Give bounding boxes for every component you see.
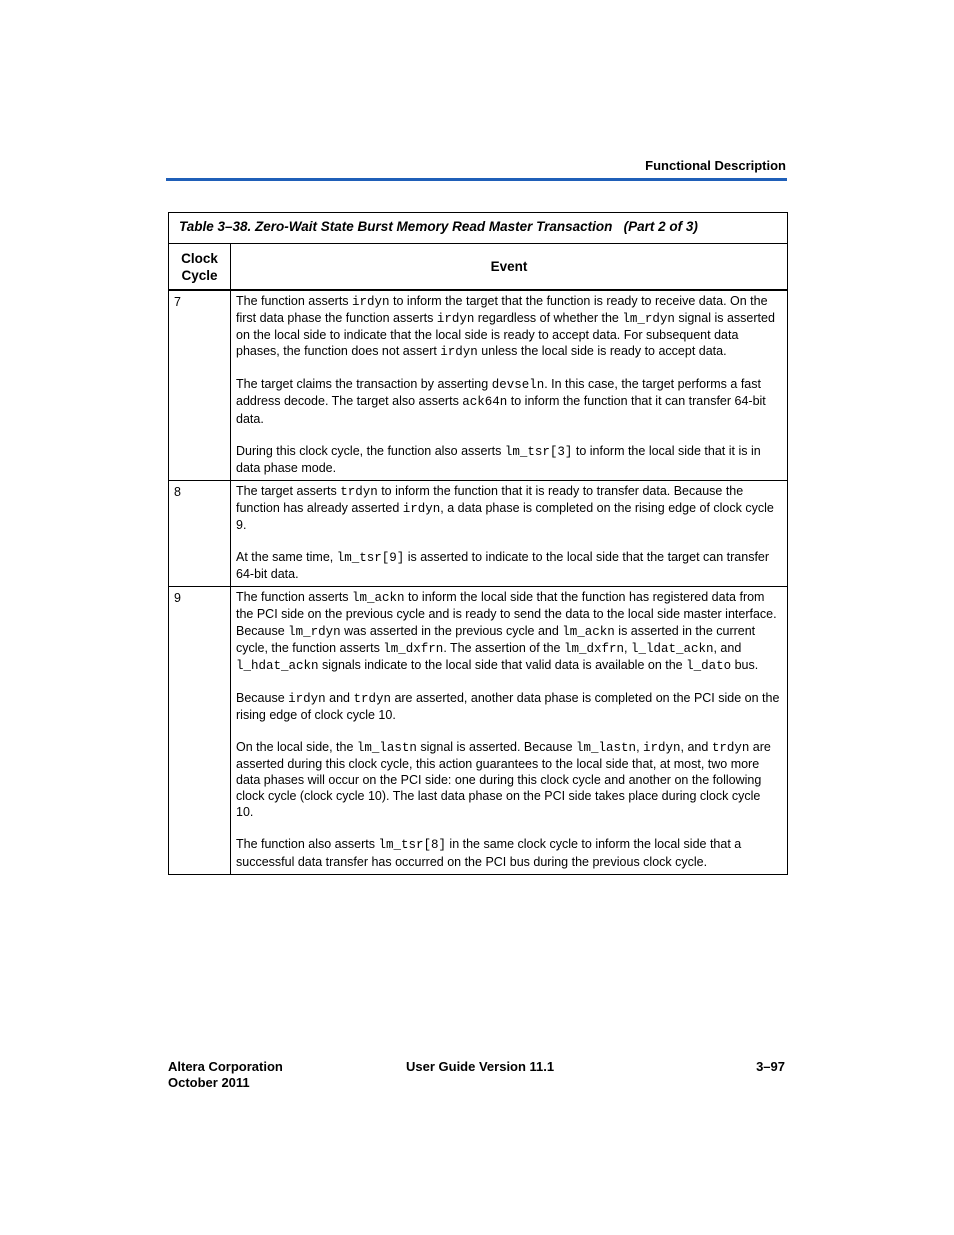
footer-page-number: 3–97 [756, 1059, 785, 1074]
table-header-row [169, 244, 787, 291]
table-caption: Table 3–38. Zero-Wait State Burst Memory Read Master Transaction (Part 2 of 3) [169, 213, 787, 244]
text-run: are asserted during this clock cycle, this action guarantees to the local side that, at most, two more data phases will occur on the PCI side: one during this clock cycle and another on the following clock cycle (clock cycle 10). The last data phase on the PCI side takes place during clock cycle 10. [236, 739, 771, 820]
clock-cycle-cell: 7 [169, 291, 231, 480]
signal-name: trdyn [711, 740, 750, 755]
text-run: The target asserts [236, 483, 341, 498]
text-run: to inform the local side that the function has registered data from the PCI side on the previous cycle and is ready to send the data to the local side master interface. Because [236, 590, 777, 638]
event-paragraph [236, 483, 781, 533]
table-row [169, 586, 787, 873]
event-paragraph [236, 836, 781, 869]
text-run: , and [680, 739, 712, 754]
text-run: are asserted, another data phase is completed on the PCI side on the rising edge of clock cycle 10. [236, 690, 780, 722]
signal-name: irdyn [436, 312, 475, 327]
signal-name: l_dato [686, 658, 732, 673]
text-run: During this clock cycle, the function also asserts [236, 443, 505, 458]
text-run: bus. [731, 657, 759, 672]
signal-name: lm_lastn [576, 740, 637, 755]
text-run: The function asserts [236, 590, 353, 605]
column-header-event: Event [490, 259, 528, 274]
text-run: , a data phase is completed on the rising edge of clock cycle 9. [236, 500, 774, 533]
signal-name: lm_rdyn [288, 624, 341, 639]
text-run: At the same time, [236, 550, 337, 565]
text-run: On the local side, the [236, 739, 357, 754]
footer-company: Altera Corporation [168, 1059, 283, 1074]
text-run: signals indicate to the local side that valid data is available on the [318, 657, 687, 672]
signal-name: lm_tsr[8] [378, 838, 446, 853]
signal-name: irdyn [352, 295, 390, 309]
signal-name: lm_rdyn [622, 312, 675, 327]
event-paragraph [236, 690, 781, 723]
signal-name: lm_ackn [352, 591, 405, 606]
text-run: , [636, 739, 644, 754]
text-run: signal is asserted on the local side to indicate that the local side is ready to accept data. For subsequent data phases, the function does not assert [236, 311, 775, 359]
signal-name: l_hdat_ackn [236, 658, 319, 673]
signal-name: lm_dxfrn [564, 641, 625, 656]
text-run: in the same clock cycle to inform the local side that a successful data transfer has occurred on the PCI bus during the previous clock cycle. [236, 837, 742, 869]
text-run: regardless of whether the [474, 311, 623, 326]
event-cell [231, 587, 787, 873]
signal-name: lm_ackn [562, 624, 615, 639]
text-run: . In this case, the target performs a fast address decode. The target also asserts [236, 377, 761, 409]
signal-name: irdyn [643, 740, 681, 755]
text-run: and [325, 690, 354, 705]
clock-cycle-cell: 8 [169, 481, 231, 586]
event-paragraph [236, 549, 781, 582]
text-run: Because [236, 690, 289, 705]
table-row [169, 480, 787, 586]
signal-name: lm_lastn [356, 740, 417, 755]
signal-name: irdyn [288, 691, 326, 706]
signal-name: trdyn [340, 484, 378, 499]
event-paragraph [236, 293, 781, 360]
footer-left [168, 1059, 283, 1090]
text-run: is asserted to indicate to the local side that the target can transfer 64-bit data. [236, 550, 770, 582]
signal-name: lm_tsr[3] [504, 444, 573, 459]
text-run: to inform the function that it is ready to transfer data. Because the function has already asserted [236, 483, 744, 515]
header-rule [166, 178, 787, 181]
text-run: . The assertion of the [443, 640, 564, 655]
signal-name: devseln [491, 378, 545, 393]
column-header-clock-cycle [169, 244, 231, 289]
text-run: , [624, 640, 631, 655]
signal-name: lm_dxfrn [383, 641, 444, 656]
text-run: The function asserts [236, 294, 353, 308]
clock-cycle-cell: 9 [169, 587, 231, 873]
text-run: to inform the local side that it is in data phase mode. [236, 443, 761, 475]
event-cell [231, 291, 787, 480]
event-paragraph [236, 589, 781, 673]
column-header-label: Clock Cycle [181, 250, 218, 283]
footer-date: October 2011 [168, 1074, 250, 1090]
table-body [169, 291, 787, 874]
text-run: is asserted in the current cycle, the function asserts [236, 623, 756, 655]
text-run: to inform the function that it can transfer 64-bit data. [236, 394, 766, 426]
signal-name: trdyn [353, 691, 391, 706]
footer-guide-version: User Guide Version 11.1 [406, 1059, 555, 1074]
table-row [169, 291, 787, 480]
text-run: The function also asserts [236, 837, 379, 852]
signal-name: l_ldat_ackn [630, 641, 714, 656]
event-paragraph [236, 739, 781, 820]
text-run: to inform the target that the function is ready to receive data. On the first data phase the function asserts [236, 294, 768, 326]
text-run: , and [713, 640, 742, 655]
signal-name: irdyn [402, 501, 441, 516]
event-cell [231, 481, 787, 586]
text-run: The target claims the transaction by asserting [236, 377, 492, 392]
event-paragraph [236, 443, 781, 476]
running-header: Functional Description [645, 158, 786, 173]
event-paragraph [236, 376, 781, 426]
text-run: signal is asserted. Because [416, 739, 577, 754]
signal-name: ack64n [462, 395, 508, 410]
text-run: was asserted in the previous cycle and [340, 623, 563, 638]
signal-name: lm_tsr[9] [336, 551, 405, 566]
text-run: unless the local side is ready to accept data. [477, 344, 727, 359]
event-table [168, 212, 788, 875]
signal-name: irdyn [440, 345, 478, 360]
